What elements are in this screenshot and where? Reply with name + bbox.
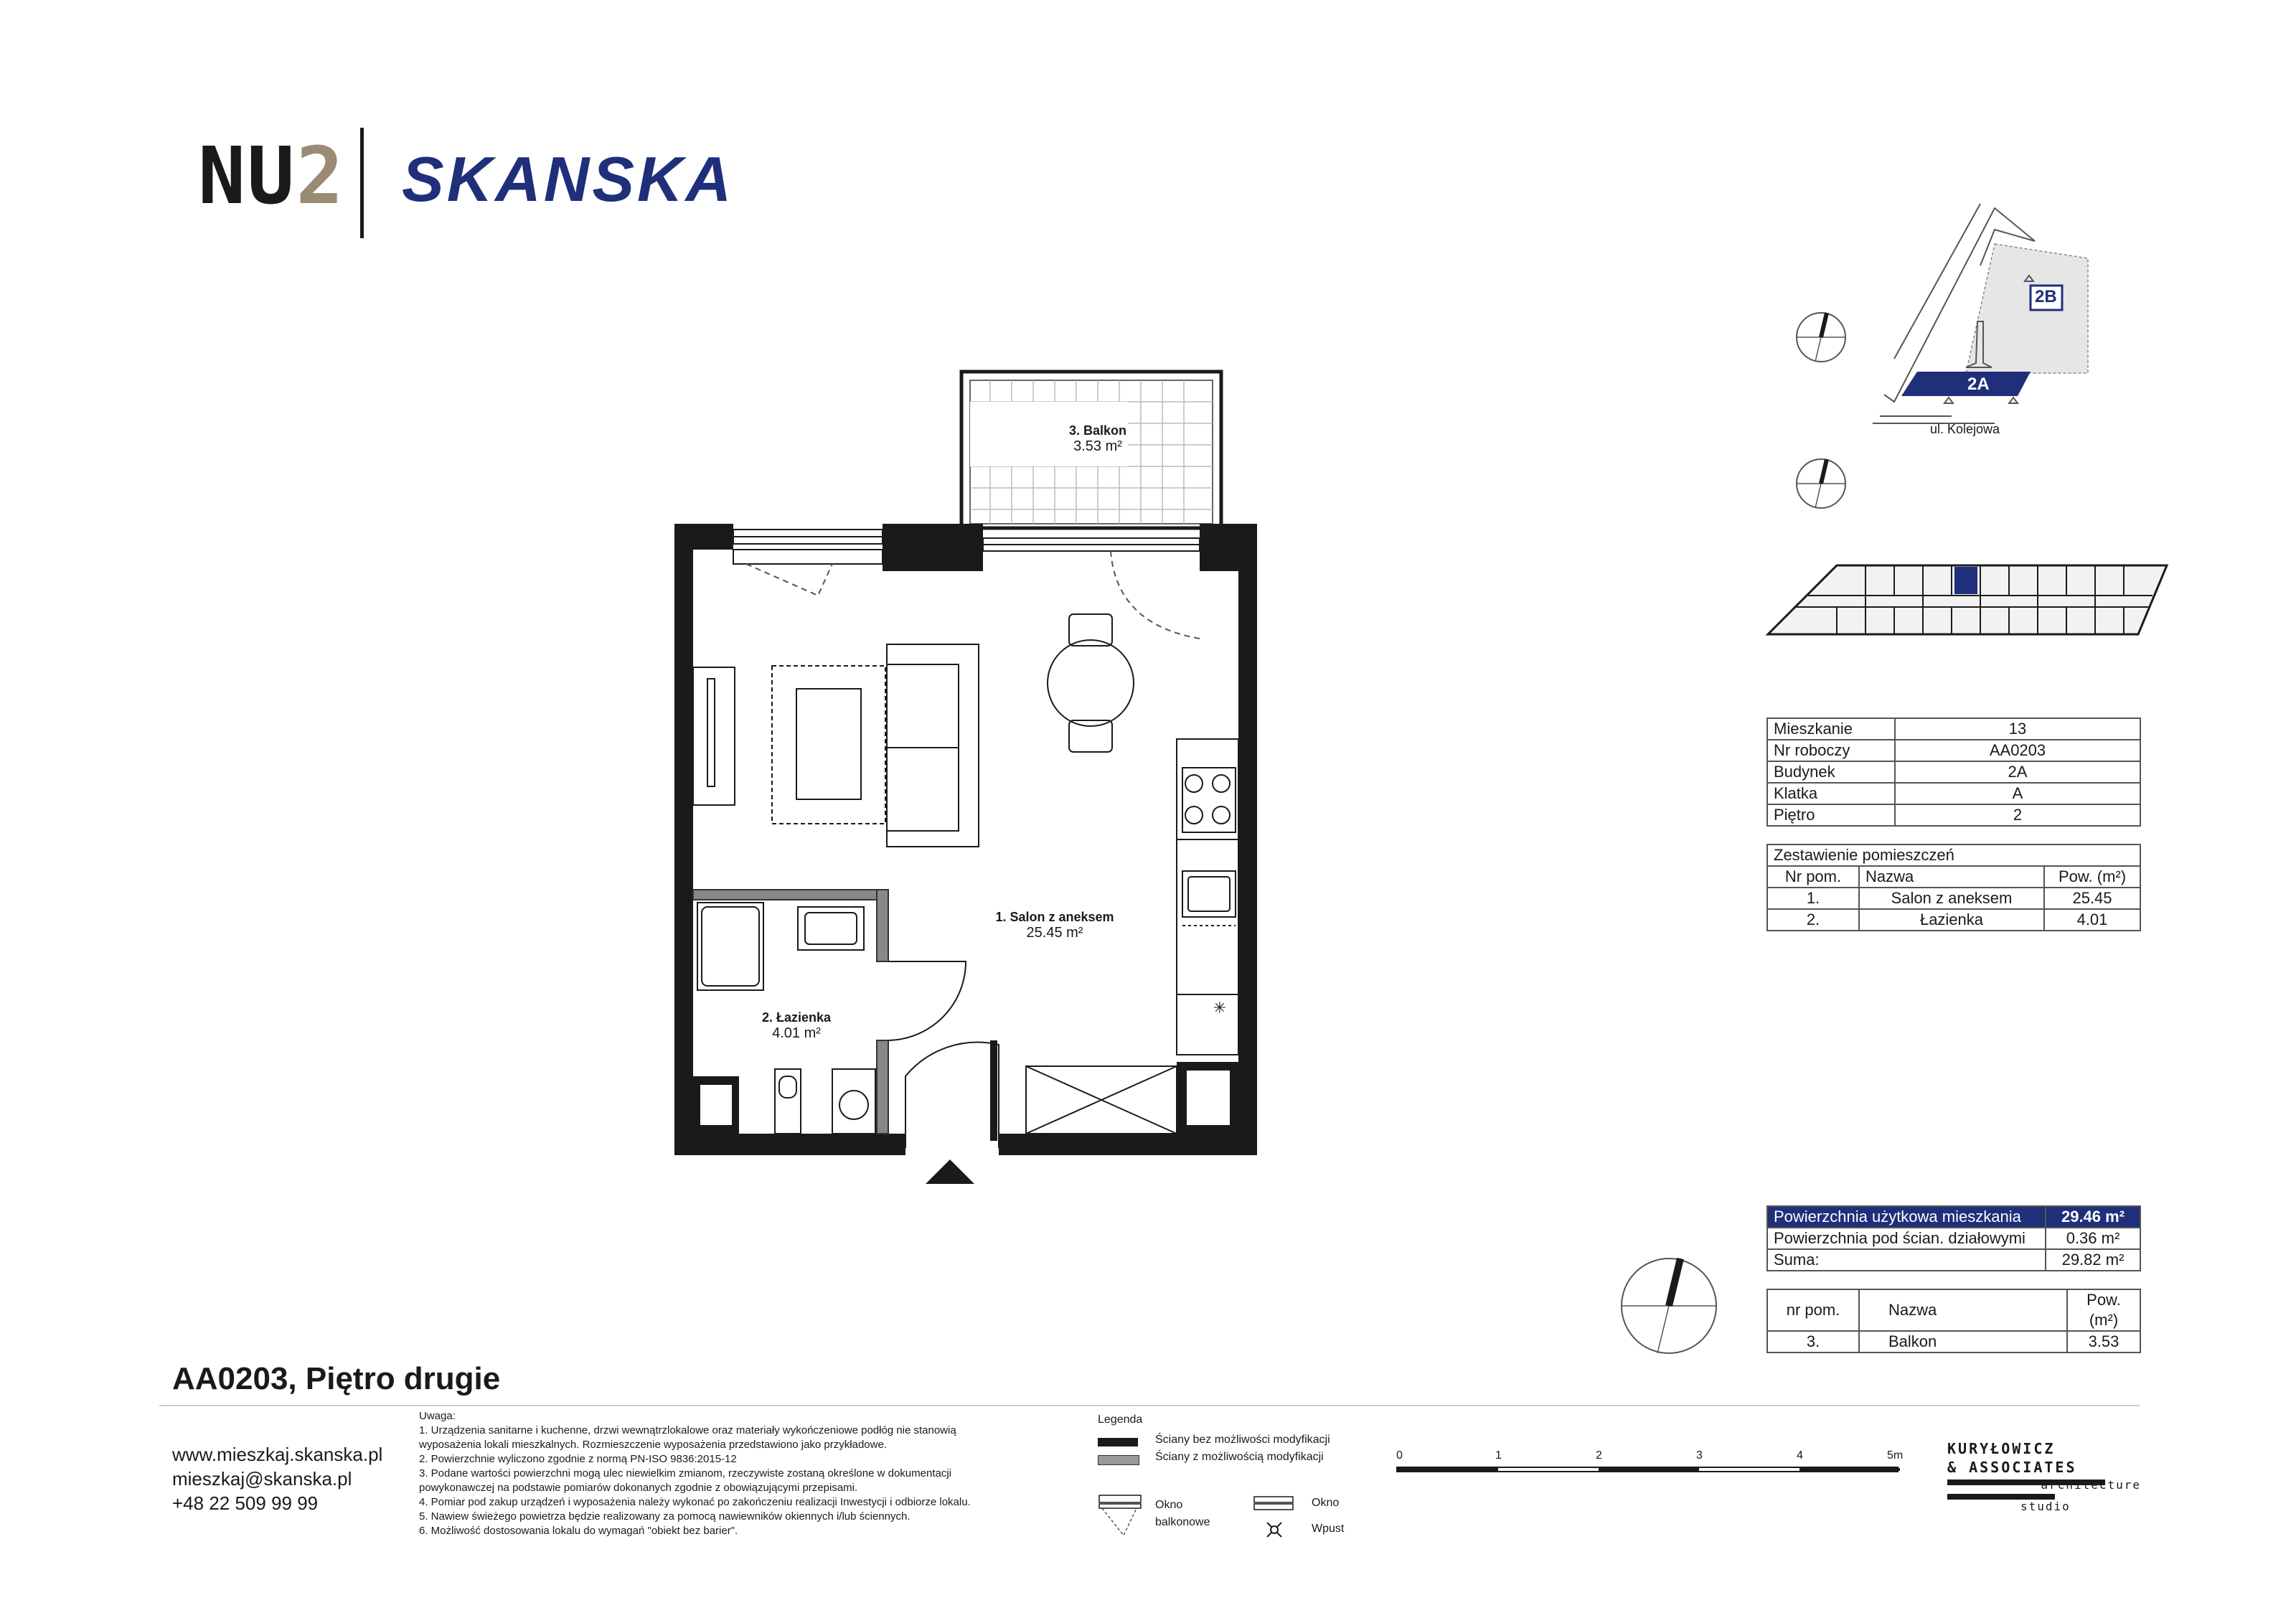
table-row: [1767, 888, 2140, 909]
scale-tick: 3: [1696, 1449, 1703, 1462]
note-line: powykonawczej na podstawie pomiarów dokonanych zgodnie z obowiązującymi przepisami.: [419, 1482, 858, 1494]
summary-value: 0.36 m²: [2046, 1228, 2140, 1249]
table-row: [1767, 1249, 2140, 1271]
room-name-balcony: 3. Balkon: [1068, 423, 1127, 438]
table-row: [1767, 783, 2140, 804]
nu2-logo: [198, 130, 345, 222]
info-value: 2A: [1895, 761, 2140, 783]
legend-wall-fixed-swatch: [1098, 1438, 1138, 1446]
table-row: [1767, 1331, 2140, 1352]
logo-divider: [360, 128, 364, 238]
architect-line4: studio: [2020, 1500, 2071, 1513]
column-header: nr pom.: [1767, 1289, 1859, 1331]
architect-line1: KURYŁOWICZ: [1947, 1440, 2056, 1457]
table-cell: Salon z aneksem: [1859, 888, 2044, 909]
scale-bar-segment: [1398, 1468, 1498, 1471]
area-summary-table: [1766, 1205, 2141, 1271]
building-2b-label: 2B: [2035, 287, 2057, 306]
table-row: [1767, 1228, 2140, 1249]
info-label: Nr roboczy: [1767, 740, 1895, 761]
apartment-info-table: [1766, 718, 2141, 827]
contact-block: [172, 1442, 382, 1515]
compass-icon: [1794, 310, 1848, 364]
skanska-logo: SKANSKA: [402, 144, 735, 215]
column-header: Nr pom.: [1767, 866, 1859, 888]
floor-drain-icon: [1264, 1520, 1284, 1540]
room-label-bathroom: [739, 1010, 854, 1042]
kitchen: [1177, 739, 1238, 1055]
legend-title: Legenda: [1098, 1413, 1143, 1426]
legend-balcony-window-line2: balkonowe: [1155, 1516, 1210, 1528]
living-furniture: [693, 614, 1134, 847]
summary-label: Powierzchnia użytkowa mieszkania: [1767, 1206, 2046, 1228]
legend-window: Okno: [1312, 1497, 1340, 1509]
column-header: Nazwa: [1859, 1289, 2067, 1331]
room-label-balcony: [1040, 423, 1155, 455]
nu2-logo-text: NU: [198, 130, 296, 222]
scale-tick: 5m: [1887, 1449, 1904, 1462]
info-label: Klatka: [1767, 783, 1895, 804]
room-area-living: 25.45 m²: [1026, 925, 1083, 941]
balcony-door-swing: [1111, 551, 1200, 639]
scale-tick: 1: [1495, 1449, 1502, 1462]
table-row: [1767, 804, 2140, 826]
email-link[interactable]: mieszkaj@skanska.pl: [172, 1468, 352, 1490]
architect-logo: [1947, 1439, 2141, 1513]
notes-heading: Uwaga:: [419, 1410, 456, 1422]
summary-value: 29.46 m²: [2046, 1206, 2140, 1228]
notes-block: [419, 1409, 971, 1538]
table-row: [1767, 1206, 2140, 1228]
info-label: Budynek: [1767, 761, 1895, 783]
note-line: 5. Nawiew świeżego powietrza będzie realizowany za pomocą nawiewników okiennych i/lub ściennych.: [419, 1510, 911, 1523]
scale-bar-segment: [1599, 1468, 1699, 1471]
note-line: wyposażenia lokali mieszkalnych. Rozmieszczenie wyposażenia przedstawiono jako przykładowe.: [419, 1439, 887, 1451]
note-line: 6. Możliwość dostosowania lokalu do wymagań "obiekt bez barier".: [419, 1525, 738, 1537]
apartment-highlight: [1954, 567, 1977, 594]
compass-icon: [1794, 456, 1848, 511]
scale-tick: 0: [1396, 1449, 1403, 1462]
legend-inlet: Wpust: [1312, 1523, 1345, 1535]
table-header-row: [1767, 866, 2140, 888]
table-cell: Balkon: [1859, 1331, 2067, 1352]
table-row: [1767, 909, 2140, 931]
room-area-balcony: 3.53 m²: [1073, 438, 1122, 454]
room-area-bathroom: 4.01 m²: [772, 1025, 821, 1041]
building-2a-label: 2A: [1967, 375, 1990, 394]
bathroom-door: [888, 961, 966, 1040]
floor-plan: [646, 352, 1292, 1191]
table-row: [1767, 761, 2140, 783]
legend-wall-mod-swatch: [1098, 1455, 1139, 1465]
architect-line3: architecture: [2041, 1478, 2141, 1492]
legend-balcony-window-line1: Okno: [1155, 1499, 1183, 1511]
column-header: Pow. (m²): [2067, 1289, 2140, 1331]
scale-bar: [1396, 1467, 1899, 1472]
scale-tick: 4: [1797, 1449, 1803, 1462]
table-cell: Łazienka: [1859, 909, 2044, 931]
table-cell: 1.: [1767, 888, 1859, 909]
floor-key-plan: [1765, 560, 2174, 646]
room-label-living: [990, 910, 1119, 941]
entrance-arrow: [926, 1159, 974, 1184]
window-icon: [1253, 1495, 1296, 1513]
table-cell: 4.01: [2044, 909, 2140, 931]
balcony-window-icon: [1098, 1492, 1144, 1540]
wardrobe: [1026, 1066, 1177, 1134]
info-value: 2: [1895, 804, 2140, 826]
table-cell: 3.53: [2067, 1331, 2140, 1352]
summary-label: Powierzchnia pod ścian. działowymi: [1767, 1228, 2046, 1249]
info-value: 13: [1895, 718, 2140, 740]
table-row: [1767, 718, 2140, 740]
summary-label: Suma:: [1767, 1249, 2046, 1271]
room-name-bathroom: 2. Łazienka: [761, 1010, 832, 1025]
info-label: Mieszkanie: [1767, 718, 1895, 740]
column-header: Nazwa: [1859, 866, 2044, 888]
page-title: AA0203, Piętro drugie: [172, 1361, 501, 1396]
legend-wall-mod: Ściany z możliwością modyfikacji: [1155, 1451, 1324, 1463]
table-cell: 25.45: [2044, 888, 2140, 909]
column-header: Pow. (m²): [2044, 866, 2140, 888]
scale-bar-segment: [1799, 1468, 1900, 1471]
phone-number: +48 22 509 99 99: [172, 1492, 319, 1514]
table-cell: 2.: [1767, 909, 1859, 931]
table-row: [1767, 740, 2140, 761]
table-cell: 3.: [1767, 1331, 1859, 1352]
info-label: Piętro: [1767, 804, 1895, 826]
table-header-row: [1767, 1289, 2140, 1331]
scale-tick: 2: [1596, 1449, 1602, 1462]
note-line: 4. Pomiar pod zakup urządzeń i wyposażenia należy wykonać po zakończeniu realizacji Inwestycji i odbiorze lokalu.: [419, 1496, 971, 1508]
info-value: A: [1895, 783, 2140, 804]
table-title-row: [1767, 845, 2140, 866]
info-value: AA0203: [1895, 740, 2140, 761]
street-label: ul. Kolejowa: [1930, 422, 2000, 436]
note-line: 3. Podane wartości powierzchni mogą ulec niewielkim zmianom, rzeczywiste zostaną określone w dokumentacji: [419, 1467, 951, 1479]
rooms-table-title: Zestawienie pomieszczeń: [1767, 845, 2140, 866]
architect-line2: & ASSOCIATES: [1947, 1459, 2077, 1476]
balcony-table: [1766, 1289, 2141, 1353]
room-name-living: 1. Salon z aneksem: [995, 910, 1114, 924]
window-swing: [746, 564, 832, 596]
compass-icon: [1619, 1256, 1719, 1356]
rooms-table: [1766, 844, 2141, 931]
footer-divider: [159, 1405, 2140, 1406]
summary-value: 29.82 m²: [2046, 1249, 2140, 1271]
architect-bar: [1947, 1494, 2055, 1500]
nu2-logo-number: 2: [296, 130, 345, 222]
note-line: 2. Powierzchnie wyliczono zgodnie z normą PN-ISO 9836:2015-12: [419, 1453, 737, 1465]
legend-wall-fixed: Ściany bez możliwości modyfikacji: [1155, 1434, 1330, 1446]
entrance-door: [905, 1043, 999, 1148]
note-line: 1. Urządzenia sanitarne i kuchenne, drzwi wewnątrzlokalowe oraz materiały wykończeniowe podłóg nie stanowią: [419, 1424, 956, 1436]
outer-walls: [674, 524, 1257, 1155]
legend-balcony-window: [1155, 1497, 1210, 1531]
building-2a: [1901, 372, 2031, 396]
svg-text:✳: ✳: [1213, 999, 1227, 1017]
website-link[interactable]: www.mieszkaj.skanska.pl: [172, 1444, 383, 1465]
